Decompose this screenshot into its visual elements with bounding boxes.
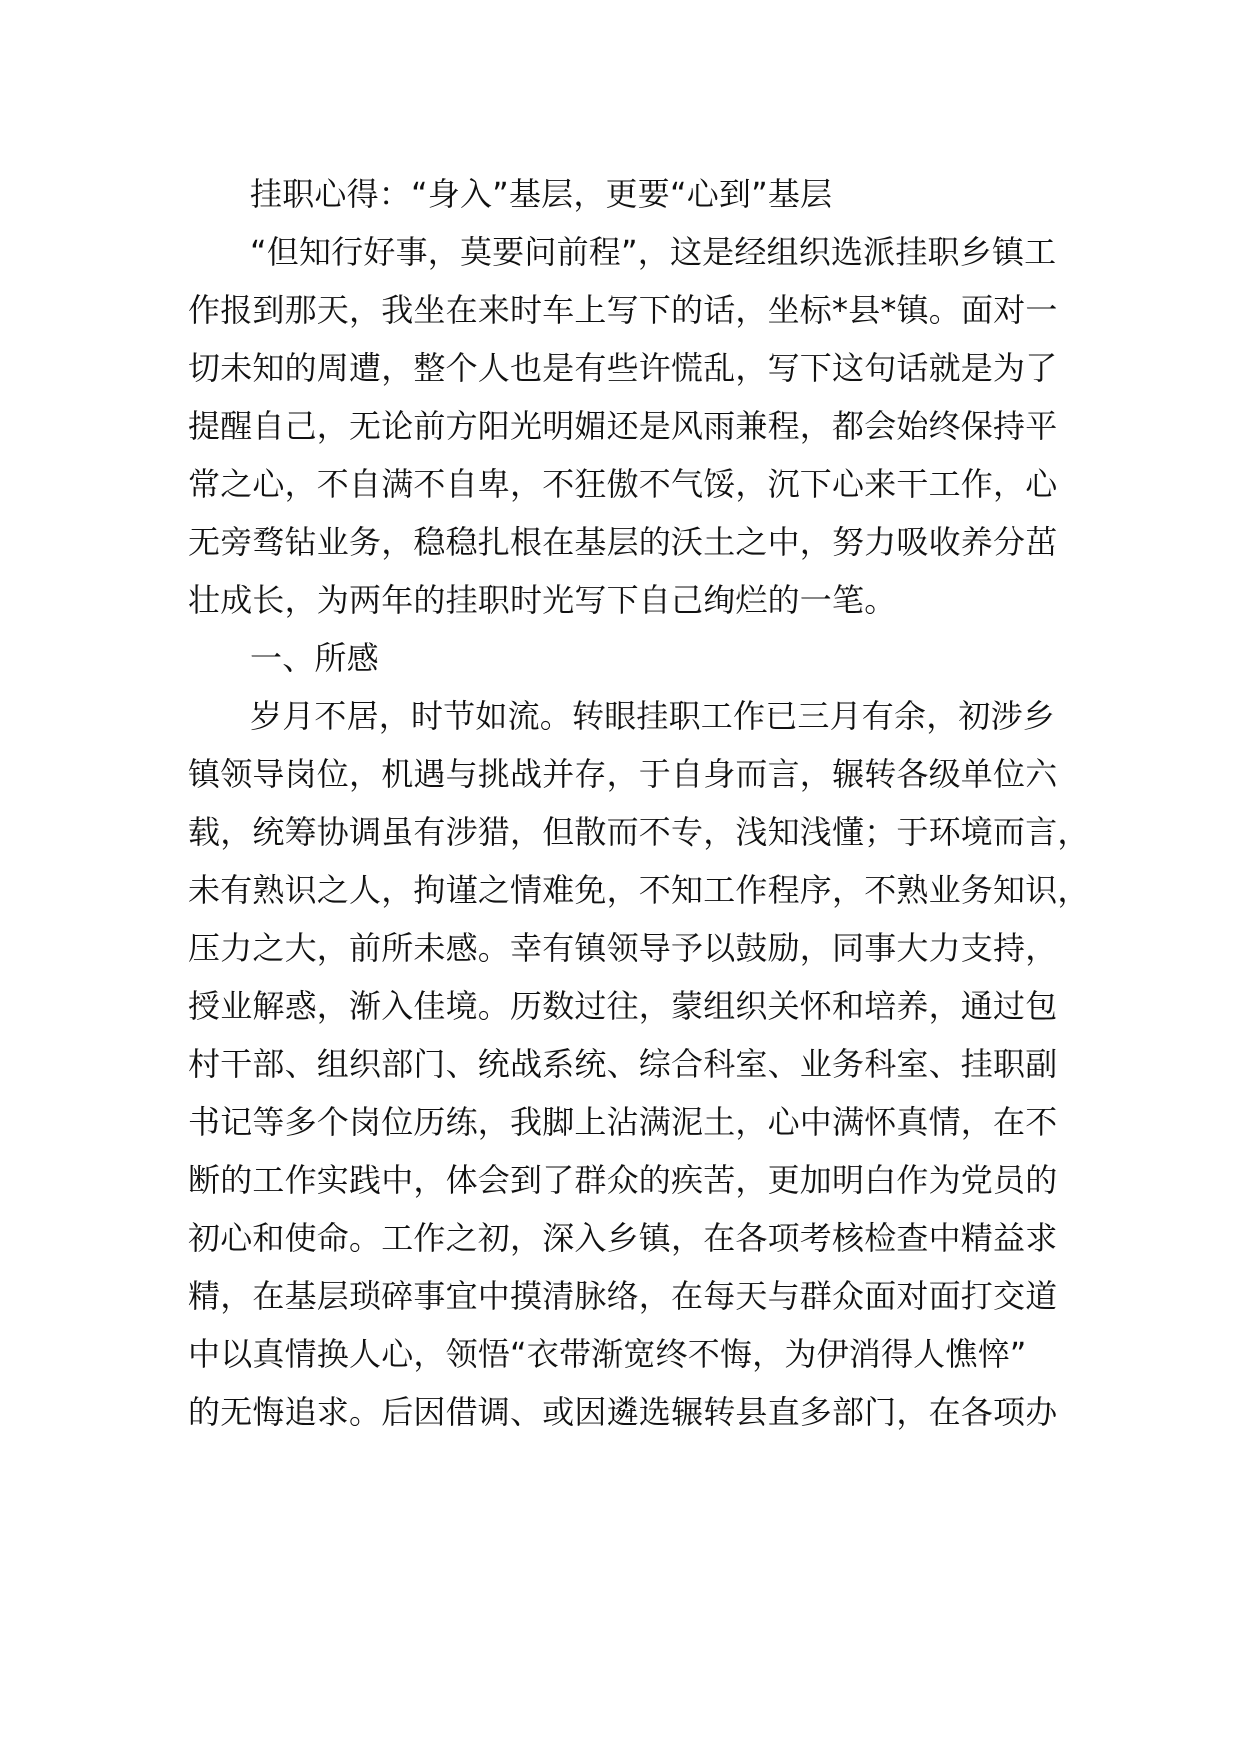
text-line: 授业解惑，渐入佳境。历数过往，蒙组织关怀和培养，通过包 xyxy=(188,987,1058,1025)
text-line: 的无悔追求。后因借调、或因遴选辗转县直多部门，在各项办 xyxy=(188,1393,1058,1431)
document-title: 挂职心得：“身入”基层，更要“心到”基层 xyxy=(250,175,833,213)
text-line: 切未知的周遭，整个人也是有些许慌乱，写下这句话就是为了 xyxy=(188,349,1058,387)
text-line: 壮成长，为两年的挂职时光写下自己绚烂的一笔。 xyxy=(188,581,897,619)
text-line: 村干部、组织部门、统战系统、综合科室、业务科室、挂职副 xyxy=(188,1045,1058,1083)
text-line: “但知行好事，莫要问前程”，这是经组织选派挂职乡镇工 xyxy=(250,233,1057,271)
text-line: 初心和使命。工作之初，深入乡镇，在各项考核检查中精益求 xyxy=(188,1219,1058,1257)
text-line: 作报到那天，我坐在来时车上写下的话，坐标*县*镇。面对一 xyxy=(188,291,1058,329)
text-line: 断的工作实践中，体会到了群众的疾苦，更加明白作为党员的 xyxy=(188,1161,1058,1199)
text-line: 书记等多个岗位历练，我脚上沾满泥土，心中满怀真情，在不 xyxy=(188,1103,1058,1141)
text-line: 中以真情换人心，领悟“衣带渐宽终不悔，为伊消得人憔悴” xyxy=(188,1335,1027,1373)
text-line: 镇领导岗位，机遇与挑战并存，于自身而言，辗转各级单位六 xyxy=(188,755,1058,793)
section-heading: 一、所感 xyxy=(250,639,379,677)
text-line: 提醒自己，无论前方阳光明媚还是风雨兼程，都会始终保持平 xyxy=(188,407,1058,445)
text-line: 未有熟识之人，拘谨之情难免，不知工作程序，不熟业务知识， xyxy=(188,871,1090,909)
text-line: 岁月不居，时节如流。转眼挂职工作已三月有余，初涉乡 xyxy=(250,697,1056,735)
text-line: 精，在基层琐碎事宜中摸清脉络，在每天与群众面对面打交道 xyxy=(188,1277,1058,1315)
text-line: 常之心，不自满不自卑，不狂傲不气馁，沉下心来干工作，心 xyxy=(188,465,1058,503)
text-line: 无旁骛钻业务，稳稳扎根在基层的沃土之中，努力吸收养分茁 xyxy=(188,523,1058,561)
text-line: 压力之大，前所未感。幸有镇领导予以鼓励，同事大力支持， xyxy=(188,929,1058,967)
text-line: 载，统筹协调虽有涉猎，但散而不专，浅知浅懂；于环境而言， xyxy=(188,813,1090,851)
